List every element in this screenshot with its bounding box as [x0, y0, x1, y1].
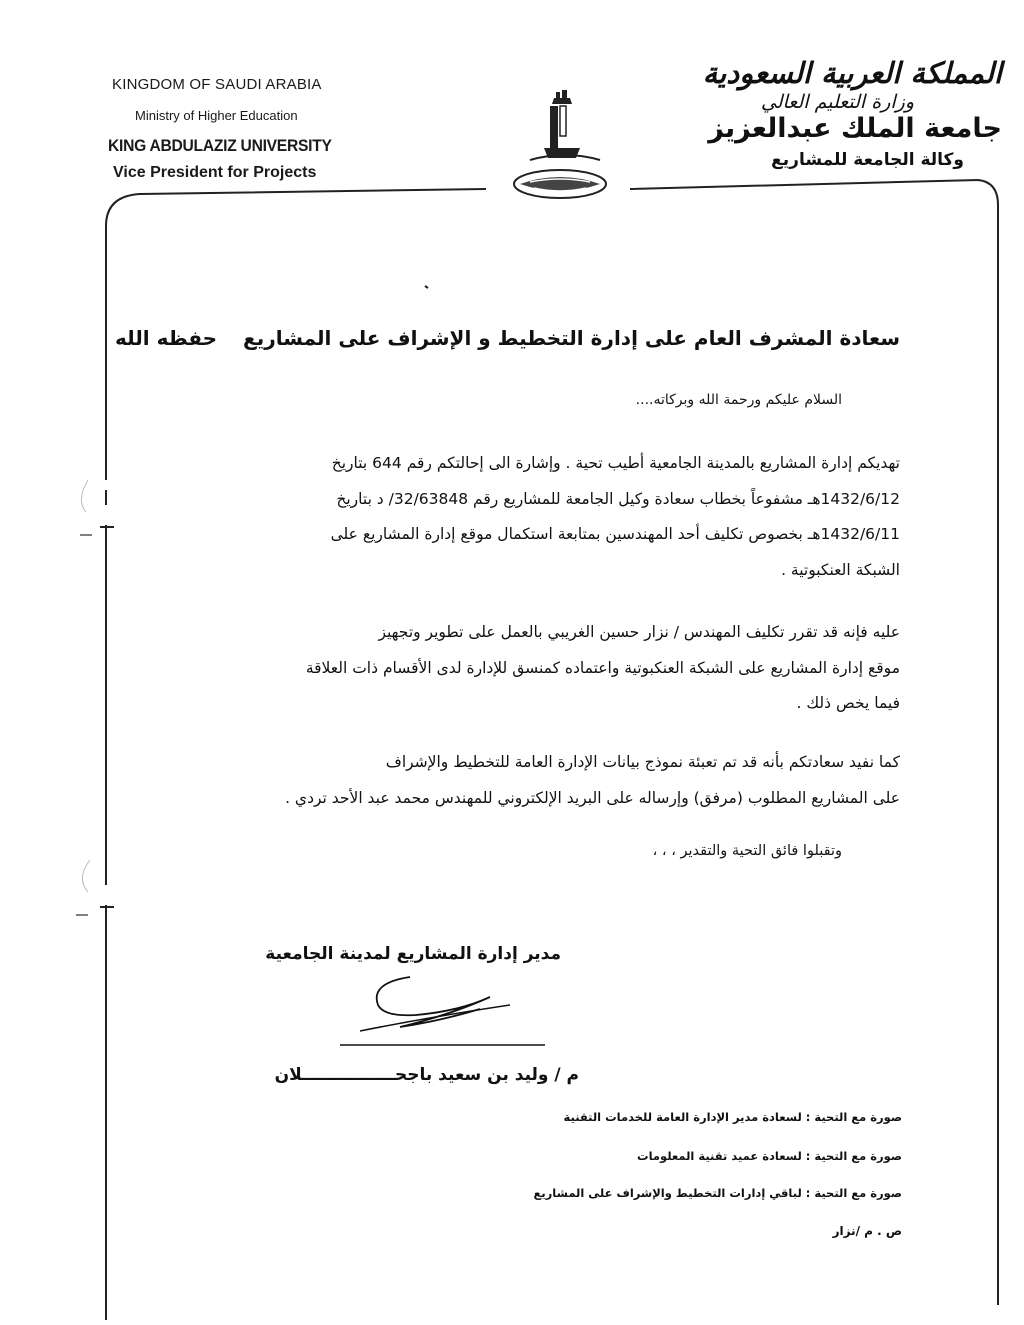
- header-country-en: KINGDOM OF SAUDI ARABIA: [112, 76, 322, 93]
- copy-line: صورة مع التحية : لسعادة مدير الإدارة العامة للخدمات التقنية: [563, 1110, 902, 1124]
- header-office-ar: وكالة الجامعة للمشاريع: [771, 150, 964, 170]
- copy-line: صورة مع التحية : لباقي إدارات التخطيط والإشراف على المشاريع: [533, 1186, 902, 1200]
- paragraph-line: تهديكم إدارة المشاريع بالمدينة الجامعية أطيب تحية . وإشارة الى إحالتكم رقم 644 بتاريخ: [331, 454, 900, 472]
- subject-blessing: حفظه الله: [115, 326, 218, 350]
- paragraph-line: موقع إدارة المشاريع على الشبكة العنكبوتية واعتماده كمنسق للإدارة لدى الأقسام ذات العلاقة: [305, 658, 900, 677]
- handwritten-signature: [340, 965, 560, 1050]
- letter-subject: [115, 326, 900, 350]
- letter-paragraph-1: [244, 446, 900, 588]
- letter-closing: وتقبلوا فائق التحية والتقدير ، ، ،: [652, 843, 842, 859]
- signature-title: مدير إدارة المشاريع لمدينة الجامعية: [265, 944, 561, 964]
- paragraph-line: 1432/6/11هـ بخصوص تكليف أحد المهندسين بمتابعة استكمال موقع إدارة المشاريع على: [330, 525, 900, 543]
- header-country-ar: المملكة العربية السعودية: [702, 56, 1002, 90]
- copy-line: صورة مع التحية : لسعادة عميد تقنية المعلومات: [637, 1149, 902, 1163]
- paragraph-line: الشبكة العنكبوتية .: [781, 560, 900, 579]
- subject-recipient: سعادة المشرف العام على إدارة التخطيط و الإشراف على المشاريع: [243, 326, 900, 350]
- letter-greeting: السلام عليكم ورحمة الله وبركاته....: [635, 392, 842, 408]
- letter-paragraph-2: [244, 615, 900, 722]
- paragraph-line: كما نفيد سعادتكم بأنه قد تم تعبئة نموذج بيانات الإدارة العامة للتخطيط والإشراف: [385, 753, 900, 771]
- header-office-en: Vice President for Projects: [113, 164, 317, 181]
- paragraph-line: 1432/6/12هـ مشفوعاً بخطاب سعادة وكيل الجامعة للمشاريع رقم 32/63848/ د بتاريخ: [336, 489, 900, 508]
- signature-name: م / وليد بن سعيد باجحــــــــــــــــلان: [274, 1065, 579, 1085]
- header-ministry-ar: وزارة التعليم العالي: [760, 91, 914, 113]
- paragraph-line: عليه فإنه قد تقرر تكليف المهندس / نزار حسين الغريبي بالعمل على تطوير وتجهيز: [378, 623, 900, 641]
- reference-code: ص . م /نزار: [832, 1224, 902, 1238]
- paragraph-line: على المشاريع المطلوب (مرفق) وإرساله على البريد الإلكتروني للمهندس محمد عبد الأحد تردي .: [285, 788, 900, 807]
- letter-paragraph-3: [244, 745, 900, 816]
- header-university-ar: جامعة الملك عبدالعزيز: [708, 113, 1002, 144]
- header-ministry-en: Ministry of Higher Education: [135, 108, 298, 123]
- header-university-en: KING ABDULAZIZ UNIVERSITY: [108, 136, 332, 155]
- paragraph-line: فيما يخص ذلك .: [796, 694, 900, 712]
- university-emblem-icon: [500, 84, 630, 224]
